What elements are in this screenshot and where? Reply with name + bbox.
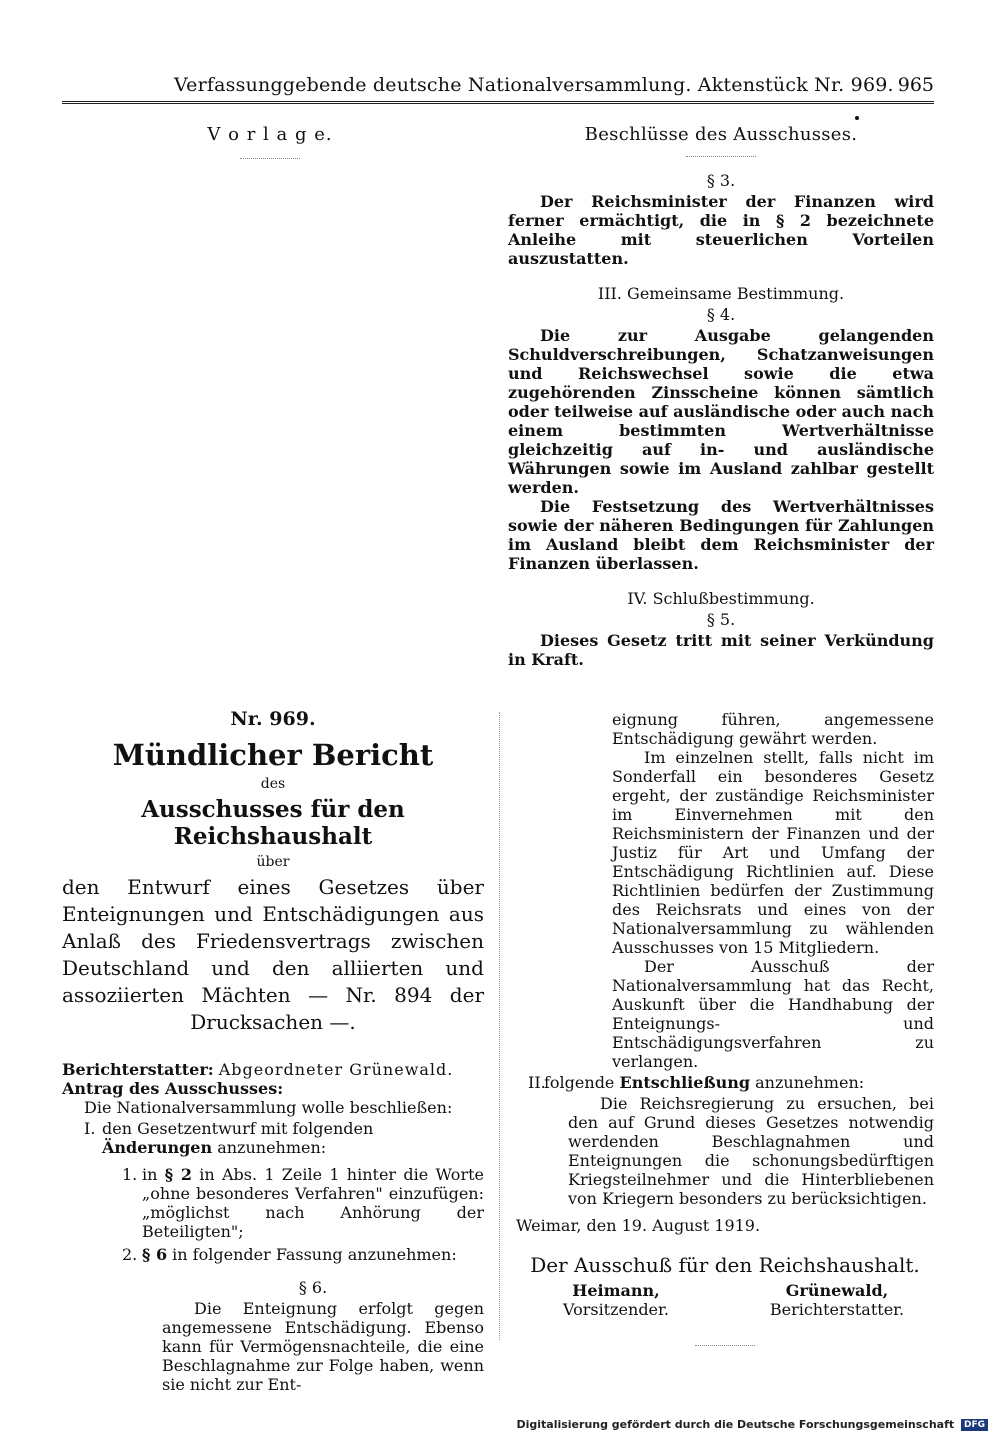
report-column — [62, 708, 484, 1394]
report-subject: den Entwurf eines Gesetzes über Enteignungen und Entschädigungen aus Anlaß des Friedensvertrags zwischen Deutschland und den alliierten und assoziierten Mächten — Nr. 894 der Drucksachen —. — [62, 875, 484, 1034]
section-3-heading: § 3. — [706, 171, 736, 190]
subitem-2-text: in folgender Fassung anzunehmen: — [172, 1245, 457, 1264]
rapporteur-name: Abgeordneter Grünewald. — [218, 1060, 454, 1079]
subitem-1-pre: in — [142, 1165, 158, 1184]
digitization-footer — [516, 1418, 988, 1431]
section-5-text: Dieses Gesetz tritt mit seiner Verkündung in Kraft. — [508, 631, 934, 669]
header-rule — [62, 101, 934, 104]
signatures — [516, 1281, 934, 1325]
dfg-logo: DFG — [961, 1419, 988, 1431]
divider — [240, 158, 300, 159]
vorlage-heading: V o r l a g e. — [207, 124, 333, 145]
divider — [686, 156, 756, 157]
section-6-paragraph-2: Im einzelnen stellt, falls nicht im Sonderfall ein besonderes Gesetz ergeht, der zuständige Reichsminister im Einvernehmen mit den Reichsministern der Finanzen und der Justiz für Art und Umfang der Entschädigung Richtlinien auf. Diese Richtlinien bedürfen der Zustimmung des Reichsrats und eines von der Nationalversammlung zu wählenden Ausschusses von 15 Mitgliedern. — [612, 748, 934, 957]
item-2-pre: folgende — [544, 1073, 615, 1092]
signature-title: Der Ausschuß für den Reichshaushalt. — [530, 1253, 920, 1277]
running-title: Verfassunggebende deutsche Nationalversammlung. Aktenstück Nr. 969. — [174, 74, 894, 96]
divider — [695, 1345, 755, 1346]
section-5-heading: § 5. — [706, 610, 736, 629]
section-6-text: Die Enteignung erfolgt gegen angemessene Entschädigung. Ebenso kann für Vermögensnachteile, die eine Beschlagnahme zur Folge haben, wenn sie nicht zur Ent- — [162, 1299, 484, 1394]
rapporteur-sig-role: Berichterstatter. — [769, 1300, 905, 1319]
subitem-1-number: 1. — [122, 1165, 138, 1184]
resolution-text: Die Reichsregierung zu ersuchen, bei den auf Grund dieses Gesetzes notwendig werdenden Beschlagnahmen und Enteignungen die schonungsbedürftigen Kriegsteilnehmer und die Hinterbliebenen von Kriegern besonders zu berücksichtigen. — [568, 1094, 934, 1208]
rapporteur-line — [62, 1060, 484, 1079]
section-4-text-1: Die zur Ausgabe gelangenden Schuldverschreibungen, Schatzanweisungen und Reichswechsel sowie die etwa zugehörenden Zinsscheine können sämtlich oder teilweise auf ausländische oder auch nach einem bestimmten Wertverhältnisse gleichzeitig auf in- und ausländische Währungen sowie im Ausland zahlbar gestellt werden. — [508, 326, 934, 497]
item-1-post: anzunehmen: — [217, 1138, 327, 1157]
report-number: Nr. 969. — [230, 708, 316, 730]
section-4-heading: § 4. — [706, 305, 736, 324]
rapporteur-sig-name: Grünewald, — [785, 1281, 889, 1300]
section-4-text-2: Die Festsetzung des Wertverhältnisses sowie der näheren Bedingungen für Zahlungen im Ausland bleibt dem Reichsminister der Finanzen überlassen. — [508, 497, 934, 573]
subitem-1 — [62, 1165, 484, 1241]
page-header — [62, 74, 934, 100]
item-2 — [516, 1073, 934, 1092]
report-des: des — [260, 776, 286, 792]
page-number: 965 — [897, 74, 934, 96]
chair-role: Vorsitzender. — [562, 1300, 669, 1319]
section-6-continuation: eignung führen, angemessene Entschädigung gewährt werden. — [612, 710, 934, 748]
footer-text: Digitalisierung gefördert durch die Deutsche Forschungsgemeinschaft — [516, 1418, 955, 1431]
subitem-2-number: 2. — [122, 1245, 138, 1264]
item-2-bold: Entschließung — [619, 1073, 751, 1092]
subitem-1-text: in Abs. 1 Zeile 1 hinter die Worte „ohne besonderes Verfahren" einzufügen: „möglichst nach Anhörung der Beteiligten"; — [142, 1165, 484, 1241]
section-6-heading: § 6. — [298, 1278, 328, 1297]
item-2-post: anzunehmen: — [755, 1073, 865, 1092]
date-line: Weimar, den 19. August 1919. — [516, 1216, 761, 1235]
chair-name: Heimann, — [572, 1281, 660, 1300]
report-title: Mündlicher Bericht — [112, 738, 434, 772]
item-2-number: II. — [528, 1073, 546, 1092]
signature-rapporteur — [752, 1281, 922, 1319]
item-1-pre: den Gesetzentwurf mit folgenden — [102, 1119, 374, 1138]
subitem-2-bold: § 6 — [142, 1245, 168, 1264]
signature-chair — [536, 1281, 696, 1319]
beschluesse-heading: Beschlüsse des Ausschusses. — [584, 124, 858, 145]
item-1-bold: Änderungen — [102, 1138, 213, 1157]
part-4-heading: IV. Schlußbestimmung. — [627, 589, 815, 608]
antrag-intro: Die Nationalversammlung wolle beschließen: — [84, 1098, 453, 1117]
subitem-1-bold: § 2 — [164, 1165, 192, 1184]
report-column-right — [516, 710, 934, 1346]
item-1-number: I. — [84, 1119, 96, 1138]
column-rule — [499, 712, 500, 1340]
item-1 — [62, 1119, 484, 1157]
beschluesse-column — [508, 124, 934, 669]
section-3-text: Der Reichsminister der Finanzen wird ferner ermächtigt, die in § 2 bezeichnete Anleihe mit steuerlichen Vorteilen auszustatten. — [508, 192, 934, 268]
subitem-2 — [62, 1245, 484, 1264]
part-3-heading: III. Gemeinsame Bestimmung. — [597, 284, 845, 303]
section-6-paragraph-3: Der Ausschuß der Nationalversammlung hat das Recht, Auskunft über die Handhabung der Enteignungs- und Entschädigungsverfahren zu verlangen. — [612, 957, 934, 1071]
print-speck — [855, 116, 859, 120]
antrag-heading: Antrag des Ausschusses: — [62, 1079, 284, 1098]
report-ueber: über — [256, 854, 290, 870]
rapporteur-label: Berichterstatter: — [62, 1060, 214, 1079]
committee-name: Ausschusses für den Reichshaushalt — [141, 796, 405, 850]
